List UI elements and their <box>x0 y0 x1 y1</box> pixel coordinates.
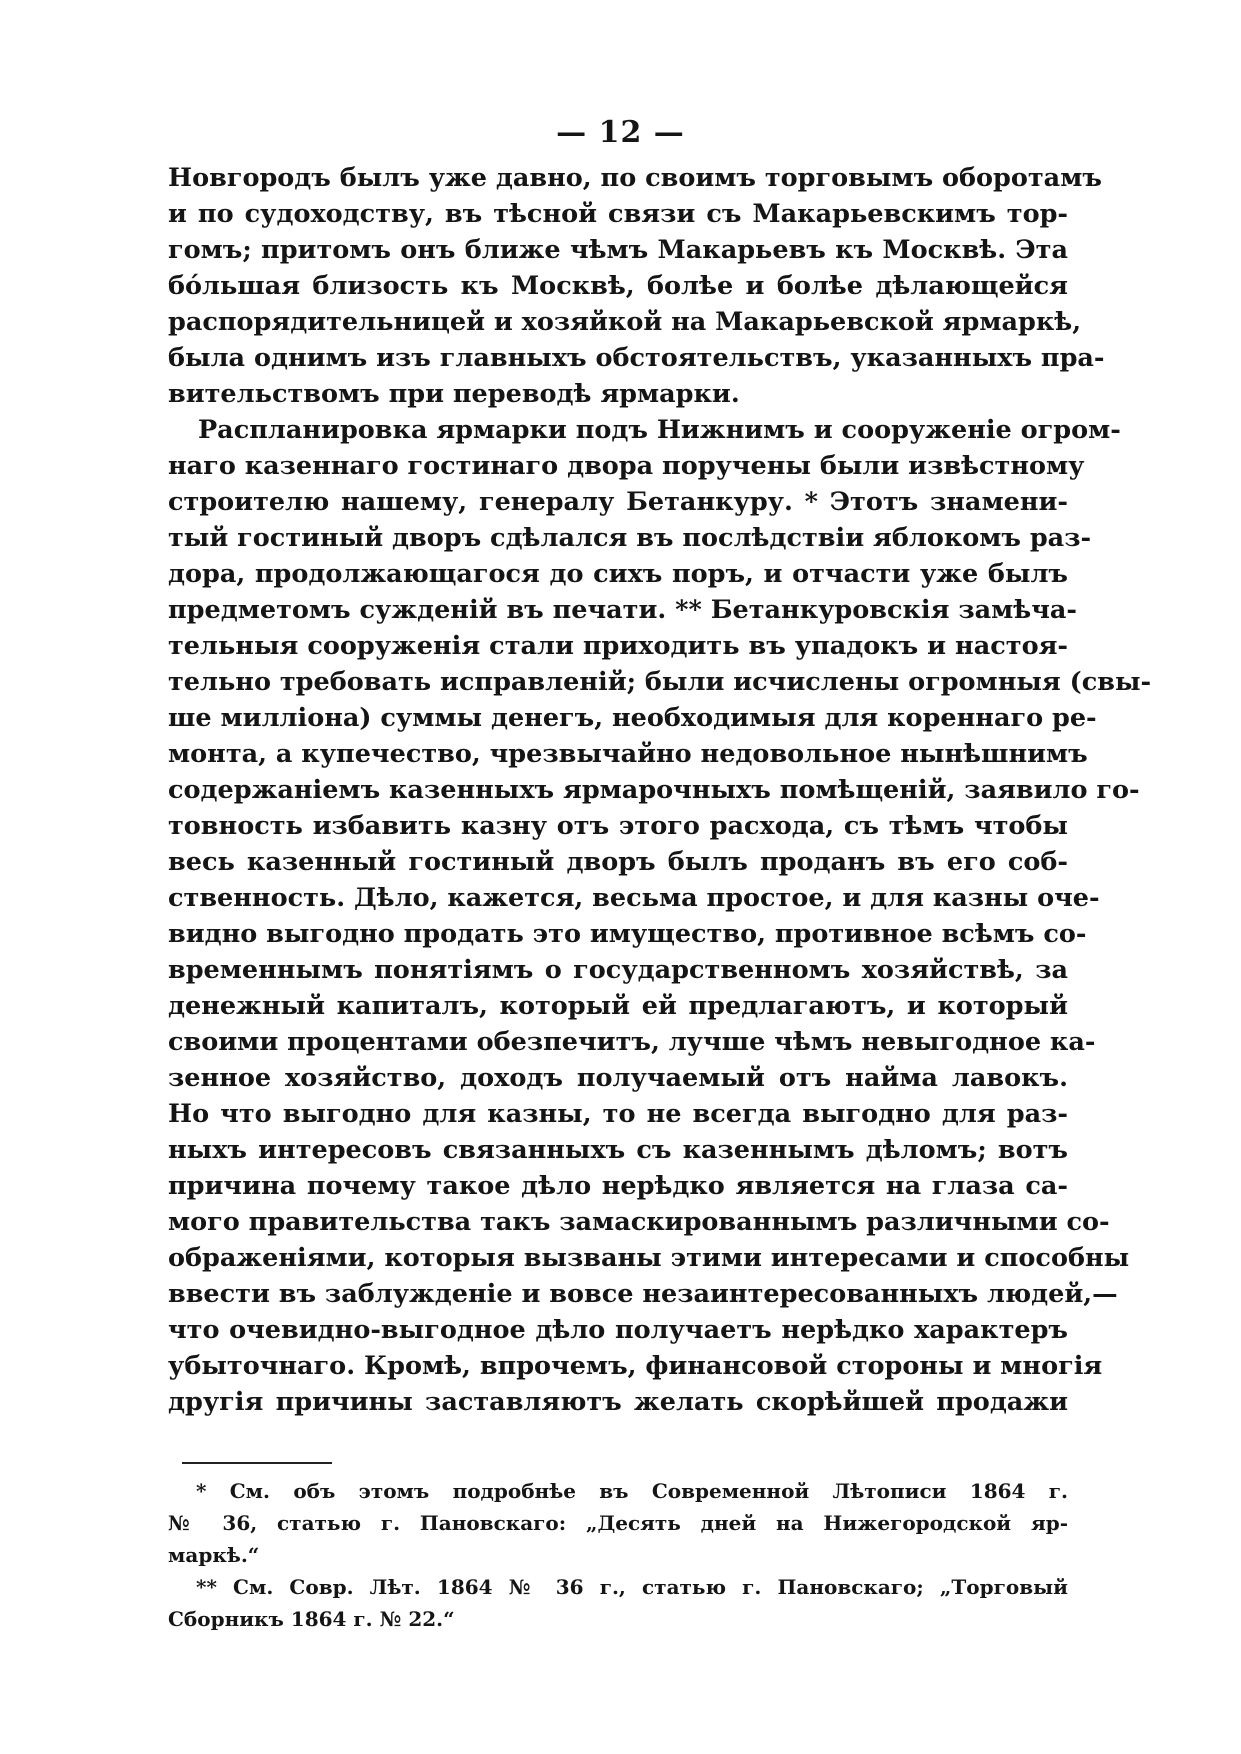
footnotes <box>168 1475 1068 1635</box>
footnote-line: № 36, статью г. Пановскаго: „Десять дней на Нижегородской яр- <box>168 1511 1068 1535</box>
text-line: товность избавить казну отъ этого расхода, съ тѣмъ чтобы <box>168 811 1068 841</box>
main-text <box>168 160 1152 1420</box>
text-line: временнымъ понятіямъ о государственномъ хозяйствѣ, за <box>168 955 1068 985</box>
text-line: монта, а купечество, чрезвычайно недовольное нынѣшнимъ <box>168 739 1088 769</box>
page-number: — 12 — <box>556 115 685 150</box>
text-line: весь казенный гостиный дворъ былъ проданъ въ его соб- <box>168 847 1068 877</box>
text-line: тельныя сооруженія стали приходить въ упадокъ и настоя- <box>168 631 1068 661</box>
text-line: строителю нашему, генералу Бетанкуру. * Этотъ знамени- <box>168 487 1068 517</box>
text-line: была однимъ изъ главныхъ обстоятельствъ, указанныхъ пра- <box>168 343 1105 373</box>
footnote-divider <box>182 1462 332 1464</box>
text-line: убыточнаго. Кромѣ, впрочемъ, финансовой стороны и многія <box>168 1351 1103 1381</box>
footnote-line: ** См. Совр. Лѣт. 1864 № 36 г., статью г. Пановскаго; „Торговый <box>196 1575 1068 1599</box>
text-line: тельно требовать исправленій; были исчислены огромныя (свы- <box>168 667 1152 697</box>
text-line: ственность. Дѣло, кажется, весьма простое, и для казны оче- <box>168 883 1100 913</box>
text-line: содержаніемъ казенныхъ ярмарочныхъ помѣщеній, заявило го- <box>168 775 1140 805</box>
text-line: видно выгодно продать это имущество, противное всѣмъ со- <box>168 919 1087 949</box>
paragraph-2 <box>168 412 1152 1420</box>
text-line: дора, продолжающагося до сихъ поръ, и отчасти уже былъ <box>168 559 1068 589</box>
text-line: ныхъ интересовъ связанныхъ съ казеннымъ дѣломъ; вотъ <box>168 1135 1068 1165</box>
footnote-line: * См. объ этомъ подробнѣе въ Современной Лѣтописи 1864 г. <box>196 1479 1068 1503</box>
text-line: гомъ; притомъ онъ ближе чѣмъ Макарьевъ къ Москвѣ. Эта <box>168 235 1068 265</box>
text-line: Но что выгодно для казны, то не всегда выгодно для раз- <box>168 1099 1068 1129</box>
footnote-2 <box>168 1571 1068 1635</box>
text-line: бóльшая близость къ Москвѣ, болѣе и болѣе дѣлающейся <box>168 271 1068 301</box>
text-line: ввести въ заблужденіе и вовсе незаинтересованныхъ людей,— <box>168 1279 1118 1309</box>
footnote-line: маркѣ.“ <box>168 1543 260 1567</box>
text-line: другія причины заставляютъ желать скорѣйшей продажи <box>168 1387 1068 1417</box>
text-line: зенное хозяйство, доходъ получаемый отъ найма лавокъ. <box>168 1063 1068 1093</box>
text-line: своими процентами обезпечитъ, лучше чѣмъ невыгодное ка- <box>168 1027 1096 1057</box>
text-line: ше милліона) суммы денегъ, необходимыя для кореннаго ре- <box>168 703 1097 733</box>
text-line: предметомъ сужденій въ печати. ** Бетанкуровскія замѣча- <box>168 595 1077 625</box>
text-line: наго казеннаго гостинаго двора поручены были извѣстному <box>168 451 1085 481</box>
text-line: вительствомъ при переводѣ ярмарки. <box>168 379 740 409</box>
text-line: ображеніями, которыя вызваны этими интересами и способны <box>168 1243 1130 1273</box>
text-line: причина почему такое дѣло нерѣдко является на глаза са- <box>168 1171 1068 1201</box>
text-line: распорядительницей и хозяйкой на Макарьевской ярмаркѣ, <box>168 307 1082 337</box>
text-line: Новгородъ былъ уже давно, по своимъ торговымъ оборотамъ <box>168 163 1102 193</box>
text-line: мого правительства такъ замаскированнымъ различными со- <box>168 1207 1110 1237</box>
footnote-line: Сборникъ 1864 г. № 22.“ <box>168 1607 455 1631</box>
text-line: тый гостиный дворъ сдѣлался въ послѣдствіи яблокомъ раз- <box>168 523 1092 553</box>
text-line: что очевидно-выгодное дѣло получаетъ нерѣдко характеръ <box>168 1315 1068 1345</box>
text-line: денежный капиталъ, который ей предлагаютъ, и который <box>168 991 1068 1021</box>
text-line: и по судоходству, въ тѣсной связи съ Макарьевскимъ тор- <box>168 199 1068 229</box>
footnote-1 <box>168 1475 1068 1571</box>
text-line: Распланировка ярмарки подъ Нижнимъ и сооруженіе огром- <box>198 415 1121 445</box>
paragraph-1 <box>168 160 1105 412</box>
